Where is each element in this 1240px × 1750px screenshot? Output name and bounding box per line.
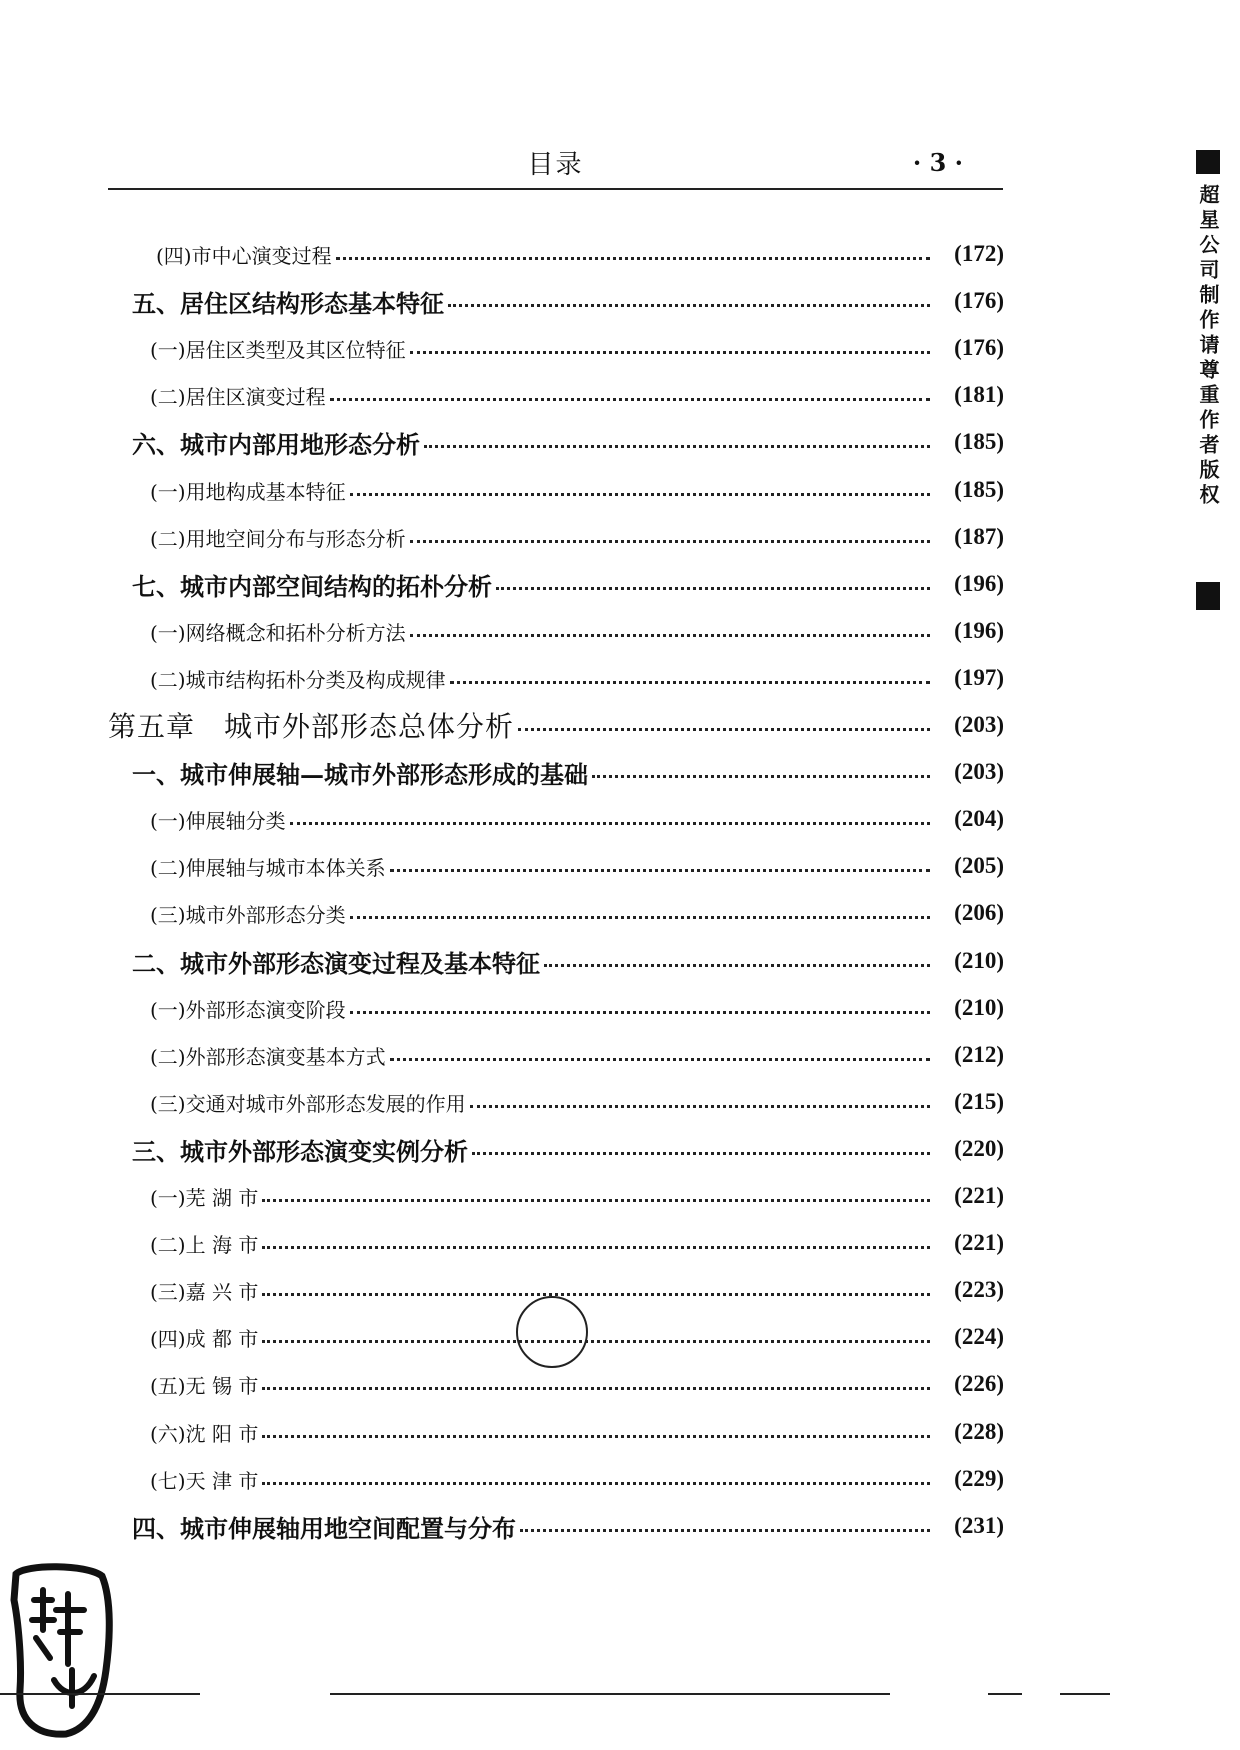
toc-entry <box>0 1080 1240 1124</box>
toc-entry <box>0 1221 1240 1265</box>
dot-leader <box>592 775 930 778</box>
toc-entry <box>0 891 1240 935</box>
toc-entry-page: (185) <box>954 477 1004 502</box>
toc-entry-label: (二)上 海 市 <box>150 1232 259 1257</box>
toc-entry-label: (二)居住区演变过程 <box>150 384 326 409</box>
toc-entry <box>0 703 1240 747</box>
toc-entry-page: (220) <box>954 1136 1004 1161</box>
toc-entry-page: (203) <box>954 759 1004 784</box>
toc-entry-page: (205) <box>954 853 1004 878</box>
toc-entry-page: (224) <box>954 1324 1004 1349</box>
toc-entry-label: (四)市中心演变过程 <box>156 243 332 268</box>
toc-entry-label: (三)嘉 兴 市 <box>150 1279 259 1304</box>
dot-leader <box>448 304 930 307</box>
toc-entry-label: (六)沈 阳 市 <box>150 1421 259 1446</box>
toc-entry <box>0 1504 1240 1548</box>
dot-leader <box>350 493 930 496</box>
dot-leader <box>350 916 930 919</box>
toc-entry <box>0 1457 1240 1501</box>
page-number: · 3 · <box>912 148 963 177</box>
toc-entry <box>0 656 1240 700</box>
copyright-notice: 超星公司制作请尊重作者版权 <box>1196 184 1220 509</box>
strip-bar-bottom <box>1196 582 1220 610</box>
toc-entry-label: 四、城市伸展轴用地空间配置与分布 <box>132 1513 516 1543</box>
toc-entry-page: (172) <box>954 241 1004 266</box>
dot-leader <box>290 822 930 825</box>
toc-entry-label: (三)城市外部形态分类 <box>150 902 346 927</box>
toc-entry <box>0 1362 1240 1406</box>
bottom-rule <box>988 1693 1022 1695</box>
toc-entry-page: (197) <box>954 665 1004 690</box>
toc-entry <box>0 562 1240 606</box>
toc-entry-page: (231) <box>954 1513 1004 1538</box>
toc-entry-page: (181) <box>954 382 1004 407</box>
toc-entry-page: (206) <box>954 900 1004 925</box>
dot-leader <box>424 445 930 448</box>
toc-entry-page: (176) <box>954 335 1004 360</box>
dot-leader <box>470 1105 930 1108</box>
toc-entry <box>0 1127 1240 1171</box>
toc-entry-page: (229) <box>954 1466 1004 1491</box>
toc-entry <box>0 232 1240 276</box>
toc-entry <box>0 609 1240 653</box>
toc-entry-page: (212) <box>954 1042 1004 1067</box>
toc-entry-label: 三、城市外部形态演变实例分析 <box>132 1136 468 1166</box>
toc-entry-page: (204) <box>954 806 1004 831</box>
toc-entry <box>0 1315 1240 1359</box>
toc-entry-label: (四)成 都 市 <box>150 1326 259 1351</box>
toc-entry <box>0 1268 1240 1312</box>
dot-leader <box>262 1246 930 1249</box>
running-title: 目录 <box>527 150 584 180</box>
toc-entry-label: 六、城市内部用地形态分析 <box>132 429 420 459</box>
toc-entry <box>0 844 1240 888</box>
toc-entry-label: (二)伸展轴与城市本体关系 <box>150 855 386 880</box>
dot-leader <box>262 1387 930 1390</box>
toc-entry-page: (223) <box>954 1277 1004 1302</box>
dot-leader <box>390 1058 930 1061</box>
dot-leader <box>350 1011 930 1014</box>
toc-entry-label: (一)芜 湖 市 <box>150 1185 259 1210</box>
toc-entry <box>0 797 1240 841</box>
toc-entry-page: (210) <box>954 948 1004 973</box>
bottom-rule <box>0 1693 200 1695</box>
dot-leader <box>336 257 930 260</box>
toc-entry-label: (一)用地构成基本特征 <box>150 479 346 504</box>
toc-entry <box>0 986 1240 1030</box>
toc-entry-page: (185) <box>954 429 1004 454</box>
toc-entry <box>0 939 1240 983</box>
bottom-rule <box>1060 1693 1110 1695</box>
toc-entry-label: (二)用地空间分布与形态分析 <box>150 526 406 551</box>
toc-entry <box>0 1410 1240 1454</box>
dot-leader <box>410 351 930 354</box>
toc-entry-page: (221) <box>954 1183 1004 1208</box>
toc-entry-label: (五)无 锡 市 <box>150 1373 259 1398</box>
toc-entry-page: (221) <box>954 1230 1004 1255</box>
toc-entry-label: 二、城市外部形态演变过程及基本特征 <box>132 948 540 978</box>
toc-entry-label: 五、居住区结构形态基本特征 <box>132 288 444 318</box>
toc-entry <box>0 279 1240 323</box>
copyright-side-strip <box>1190 150 1226 610</box>
dot-leader <box>262 1199 930 1202</box>
toc-entry <box>0 326 1240 370</box>
toc-entry-label: (一)伸展轴分类 <box>150 808 286 833</box>
toc-entry-page: (226) <box>954 1371 1004 1396</box>
toc-entry-label: (二)城市结构拓朴分类及构成规律 <box>150 667 446 692</box>
dot-leader <box>262 1482 930 1485</box>
toc-entry <box>0 1174 1240 1218</box>
toc-entry-page: (176) <box>954 288 1004 313</box>
toc-entry-page: (203) <box>954 712 1004 737</box>
toc-entry-label: (一)网络概念和拓朴分析方法 <box>150 620 406 645</box>
toc-entry-label: (一)外部形态演变阶段 <box>150 997 346 1022</box>
dot-leader <box>262 1293 930 1296</box>
bottom-rule <box>330 1693 890 1695</box>
dot-leader <box>472 1152 930 1155</box>
toc-entry-page: (228) <box>954 1419 1004 1444</box>
toc-entry <box>0 420 1240 464</box>
toc-entry-label: (七)天 津 市 <box>150 1468 259 1493</box>
strip-bar-top <box>1196 150 1220 174</box>
toc-entry-page: (187) <box>954 524 1004 549</box>
toc-entry-label: 第五章 城市外部形态总体分析 <box>108 710 515 743</box>
toc-entry-label: (二)外部形态演变基本方式 <box>150 1044 386 1069</box>
toc-entry-label: 一、城市伸展轴—城市外部形态形成的基础 <box>132 759 588 789</box>
dot-leader <box>390 869 930 872</box>
dot-leader <box>544 964 930 967</box>
toc-entry-page: (196) <box>954 571 1004 596</box>
toc-entry-label: 七、城市内部空间结构的拓朴分析 <box>132 571 492 601</box>
circle-stamp <box>516 1296 588 1368</box>
dot-leader <box>450 681 930 684</box>
toc-entry <box>0 515 1240 559</box>
dot-leader <box>330 398 930 401</box>
toc-entry <box>0 1033 1240 1077</box>
toc-entry-label: (一)居住区类型及其区位特征 <box>150 337 406 362</box>
dot-leader <box>410 540 930 543</box>
toc-entry <box>0 750 1240 794</box>
dot-leader <box>496 587 930 590</box>
toc-entry-page: (210) <box>954 995 1004 1020</box>
dot-leader <box>262 1435 930 1438</box>
toc-entry <box>0 468 1240 512</box>
dot-leader <box>518 728 930 731</box>
toc-entry-page: (196) <box>954 618 1004 643</box>
toc-entry <box>0 373 1240 417</box>
toc-entry-page: (215) <box>954 1089 1004 1114</box>
dot-leader <box>520 1529 930 1532</box>
dot-leader <box>262 1340 930 1343</box>
toc-entry-label: (三)交通对城市外部形态发展的作用 <box>150 1091 466 1116</box>
library-seal-stamp <box>6 1560 116 1740</box>
dot-leader <box>410 634 930 637</box>
